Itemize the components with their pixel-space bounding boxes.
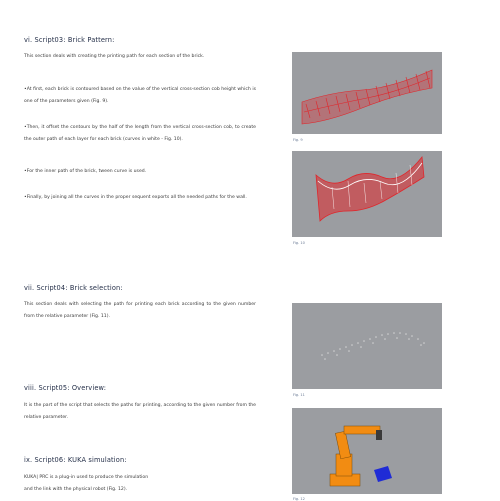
figure-10-brick-wall-paths [292, 151, 442, 237]
paragraph-kuka-1: KUKA| PRC is a plug-in used to produce the simulation [24, 475, 149, 480]
paragraph-brick-selection: This section deals with selecting the path for printing each brick according to the given number from the relative parameter (Fig. 11). [24, 302, 256, 319]
figure-11-brick-selection [292, 303, 442, 389]
section-heading-script06: ix. Script06: KUKA simulation: [24, 456, 127, 464]
paragraph-contouring: •At first, each brick is contoured based on the value of the vertical cross-section cob height which is one of the parameters given (Fig. 9). [24, 87, 256, 104]
figure-11-caption: Fig. 11 [293, 393, 305, 397]
figure-10-caption: Fig. 10 [293, 241, 305, 245]
paragraph-intro-brick-pattern: This section deals with creating the printing path for each section of the brick. [24, 54, 205, 59]
section-heading-script04: vii. Script04: Brick selection: [24, 284, 123, 292]
section-heading-script05: viii. Script05: Overview: [24, 384, 107, 392]
paragraph-tween-curve: •For the inner path of the brick, tween curve is used. [24, 169, 147, 174]
figure-12-kuka-simulation [292, 408, 442, 494]
figure-12-caption: Fig. 12 [293, 497, 305, 501]
paragraph-kuka-2: and the link with the physical robot (Fig. 12). [24, 487, 128, 492]
paragraph-overview: It is the part of the script that selects the paths for printing, according to the given number from the relative parameter. [24, 403, 256, 420]
figure-9-caption: Fig. 9 [293, 138, 303, 142]
paragraph-joining: •Finally, by joining all the curves in the proper sequent exports all the needed paths for the wall. [24, 195, 247, 200]
section-heading-script03: vi. Script03: Brick Pattern: [24, 36, 115, 44]
paragraph-offset: •Then, it offset the contours by the half of the length from the vertical cross-section cob, to create the outer path of each layer for each brick (curves in white - Fig. 10). [24, 125, 256, 142]
figure-9-brick-contours [292, 52, 442, 134]
